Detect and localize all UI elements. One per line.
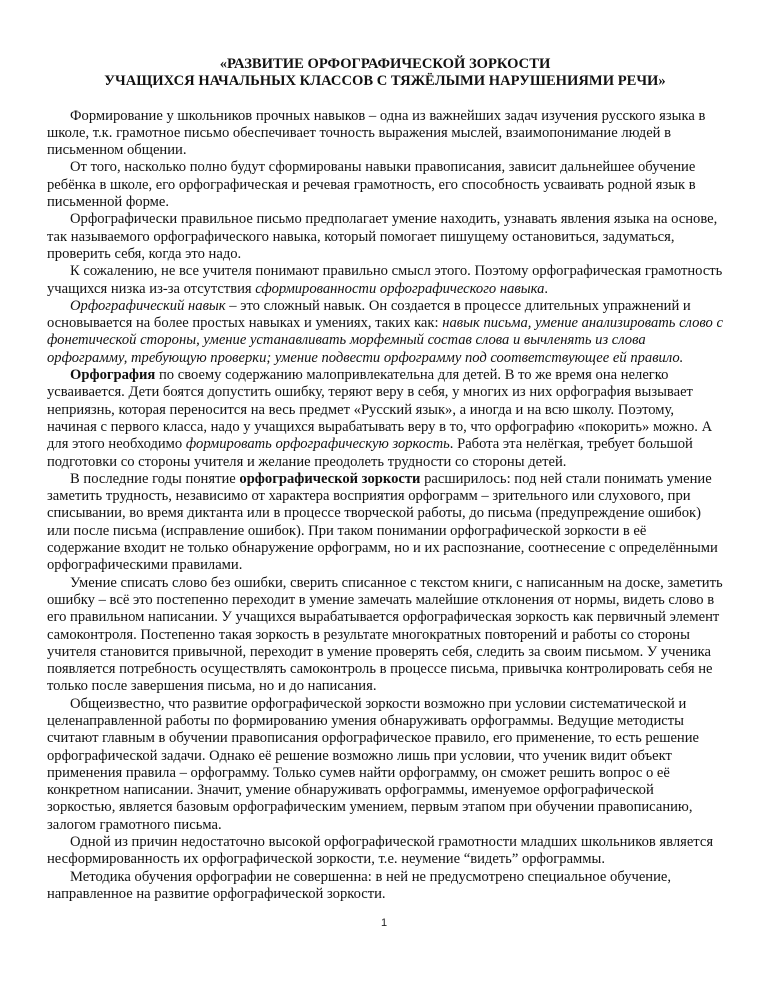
paragraph-9: Общеизвестно, что развитие орфографической зоркости возможно при условии систематической и целенаправленной работы по формированию умения обнаруживать орфограммы. Ведущие методисты считают главным в обучении правописания орфографическое правило, его применение, то есть решение орфографической задачи. Однако её решение возможно лишь при условии, что ученик видит объект применения правила – орфограмму. Только сумев найти орфограмму, он сможет решить вопрос о её конкретном написании. Значит, умение обнаруживать орфограммы, именуемое орфографической зоркостью, является базовым орфографическим умением, первым этапом при обучении правописанию, залогом грамотного письма. xyxy=(47,695,700,833)
paragraph-8: Умение списать слово без ошибки, сверить списанное с текстом книги, с написанным на доске, заметить ошибку – всё это постепенно переходит в умение замечать малейшие отклонения от нормы, видеть слово в его правильном написании. У учащихся вырабатывается орфографическая зоркость как первичный элемент самоконтроля. Постепенно такая зоркость в результате многократных повторений и работы со стороны учителя становится привычной, переходит в умение проверять себя, следить за своим письмом. У ученика появляется потребность осуществлять самоконтроль в процессе письма, привычка контролировать себя не только после завершения письма, но и до написания. xyxy=(47,574,723,695)
paragraph-7-rest: расширилось: под ней стали понимать умение заметить трудность, независимо от характера восприятия орфограмм – зрительного или слухового, при списывании, во время диктанта или в процессе творческой работы, до письма (предупреждение ошибок) или после письма (исправление ошибок). При таком понимании орфографической зоркости в её содержание входит не только обнаружение орфограмм, но и их распознание, соотнесение с определёнными орфографическими правилами. xyxy=(47,470,718,574)
document-title xyxy=(47,56,723,91)
paragraph-7-text: В последние годы понятие xyxy=(70,470,240,487)
paragraph-3: Орфографически правильное письмо предполагает умение находить, узнавать явления языка на основе, так называемого орфографического навыка, который помогает пишущему остановиться, задуматься, проверить себя, когда это надо. xyxy=(47,211,718,262)
paragraph-4-text: К сожалению, не все учителя понимают правильно смысл этого. Поэтому орфографическая грамотность учащихся низка из-за отсутствия xyxy=(47,263,723,297)
title-line-2: УЧАЩИХСЯ НАЧАЛЬНЫХ КЛАССОВ С ТЯЖЁЛЫМИ НАРУШЕНИЯМИ РЕЧИ» xyxy=(104,73,666,90)
paragraph-7 xyxy=(47,471,723,575)
paragraph-6-text: по своему содержанию малопривлекательна для детей. В то же время она нелегко усваивается. Дети боятся допустить ошибку, теряют веру в себя, у многих из них орфография вызывает неприязнь, которая переносится на весь предмет «Русский язык», а иногда и на всю школу. Поэтому, начиная с первого класса, надо у учащихся вырабатывать веру в то, что орфографию «покорить» можно. А для этого необходимо xyxy=(47,367,713,453)
paragraph-6-term: Орфография xyxy=(70,367,156,384)
paragraph-5-term: Орфографический навык xyxy=(70,297,226,314)
paragraph-6-end: . Работа эта нелёгкая, требует большой подготовки со стороны учителя и желание преодолеть трудности со стороны детей. xyxy=(47,436,693,470)
paragraph-4-end: . xyxy=(544,280,549,297)
paragraph-5-italic: навык письма, умение анализировать слово с фонетической стороны, умение устанавливать морфемный состав слова и вычленять из слова орфограмму, требующую проверки; умение подвести орфограмму под соответствующее ей правило. xyxy=(47,315,723,366)
paragraph-4 xyxy=(47,263,723,298)
paragraph-10: Одной из причин недостаточно высокой орфографической грамотности младших школьников является несформированность их орфографической зоркости, т.е. неумение “видеть” орфограммы. xyxy=(47,834,714,868)
paragraph-6 xyxy=(47,367,723,471)
paragraph-1: Формирование у школьников прочных навыков – одна из важнейших задач изучения русского языка в школе, т.к. грамотное письмо обеспечивает точность выражения мыслей, взаимопонимание людей в письменном общении. xyxy=(47,107,706,159)
title-line-1: «РАЗВИТИЕ ОРФОГРАФИЧЕСКОЙ ЗОРКОСТИ xyxy=(219,56,551,72)
paragraph-5 xyxy=(47,298,723,367)
paragraph-4-italic: сформированности орфографического навыка xyxy=(255,280,545,297)
paragraph-11: Методика обучения орфографии не совершенна: в ней не предусмотрено специальное обучение, направленное на развитие орфографической зоркости. xyxy=(47,868,672,902)
paragraph-2: От того, насколько полно будут сформированы навыки правописания, зависит дальнейшее обучение ребёнка в школе, его орфографическая и речевая грамотность, его способность усваивать родной язык в письменной форме. xyxy=(47,159,696,211)
document-page xyxy=(47,56,723,903)
page-number: 1 xyxy=(380,917,388,929)
paragraph-7-term: орфографической зоркости xyxy=(239,470,421,487)
paragraph-6-italic: формировать орфографическую зоркость xyxy=(185,436,450,453)
paragraph-5-text: – это сложный навык. Он создается в процессе длительных упражнений и основывается на более простых навыках и умениях, таких как: xyxy=(47,297,691,332)
